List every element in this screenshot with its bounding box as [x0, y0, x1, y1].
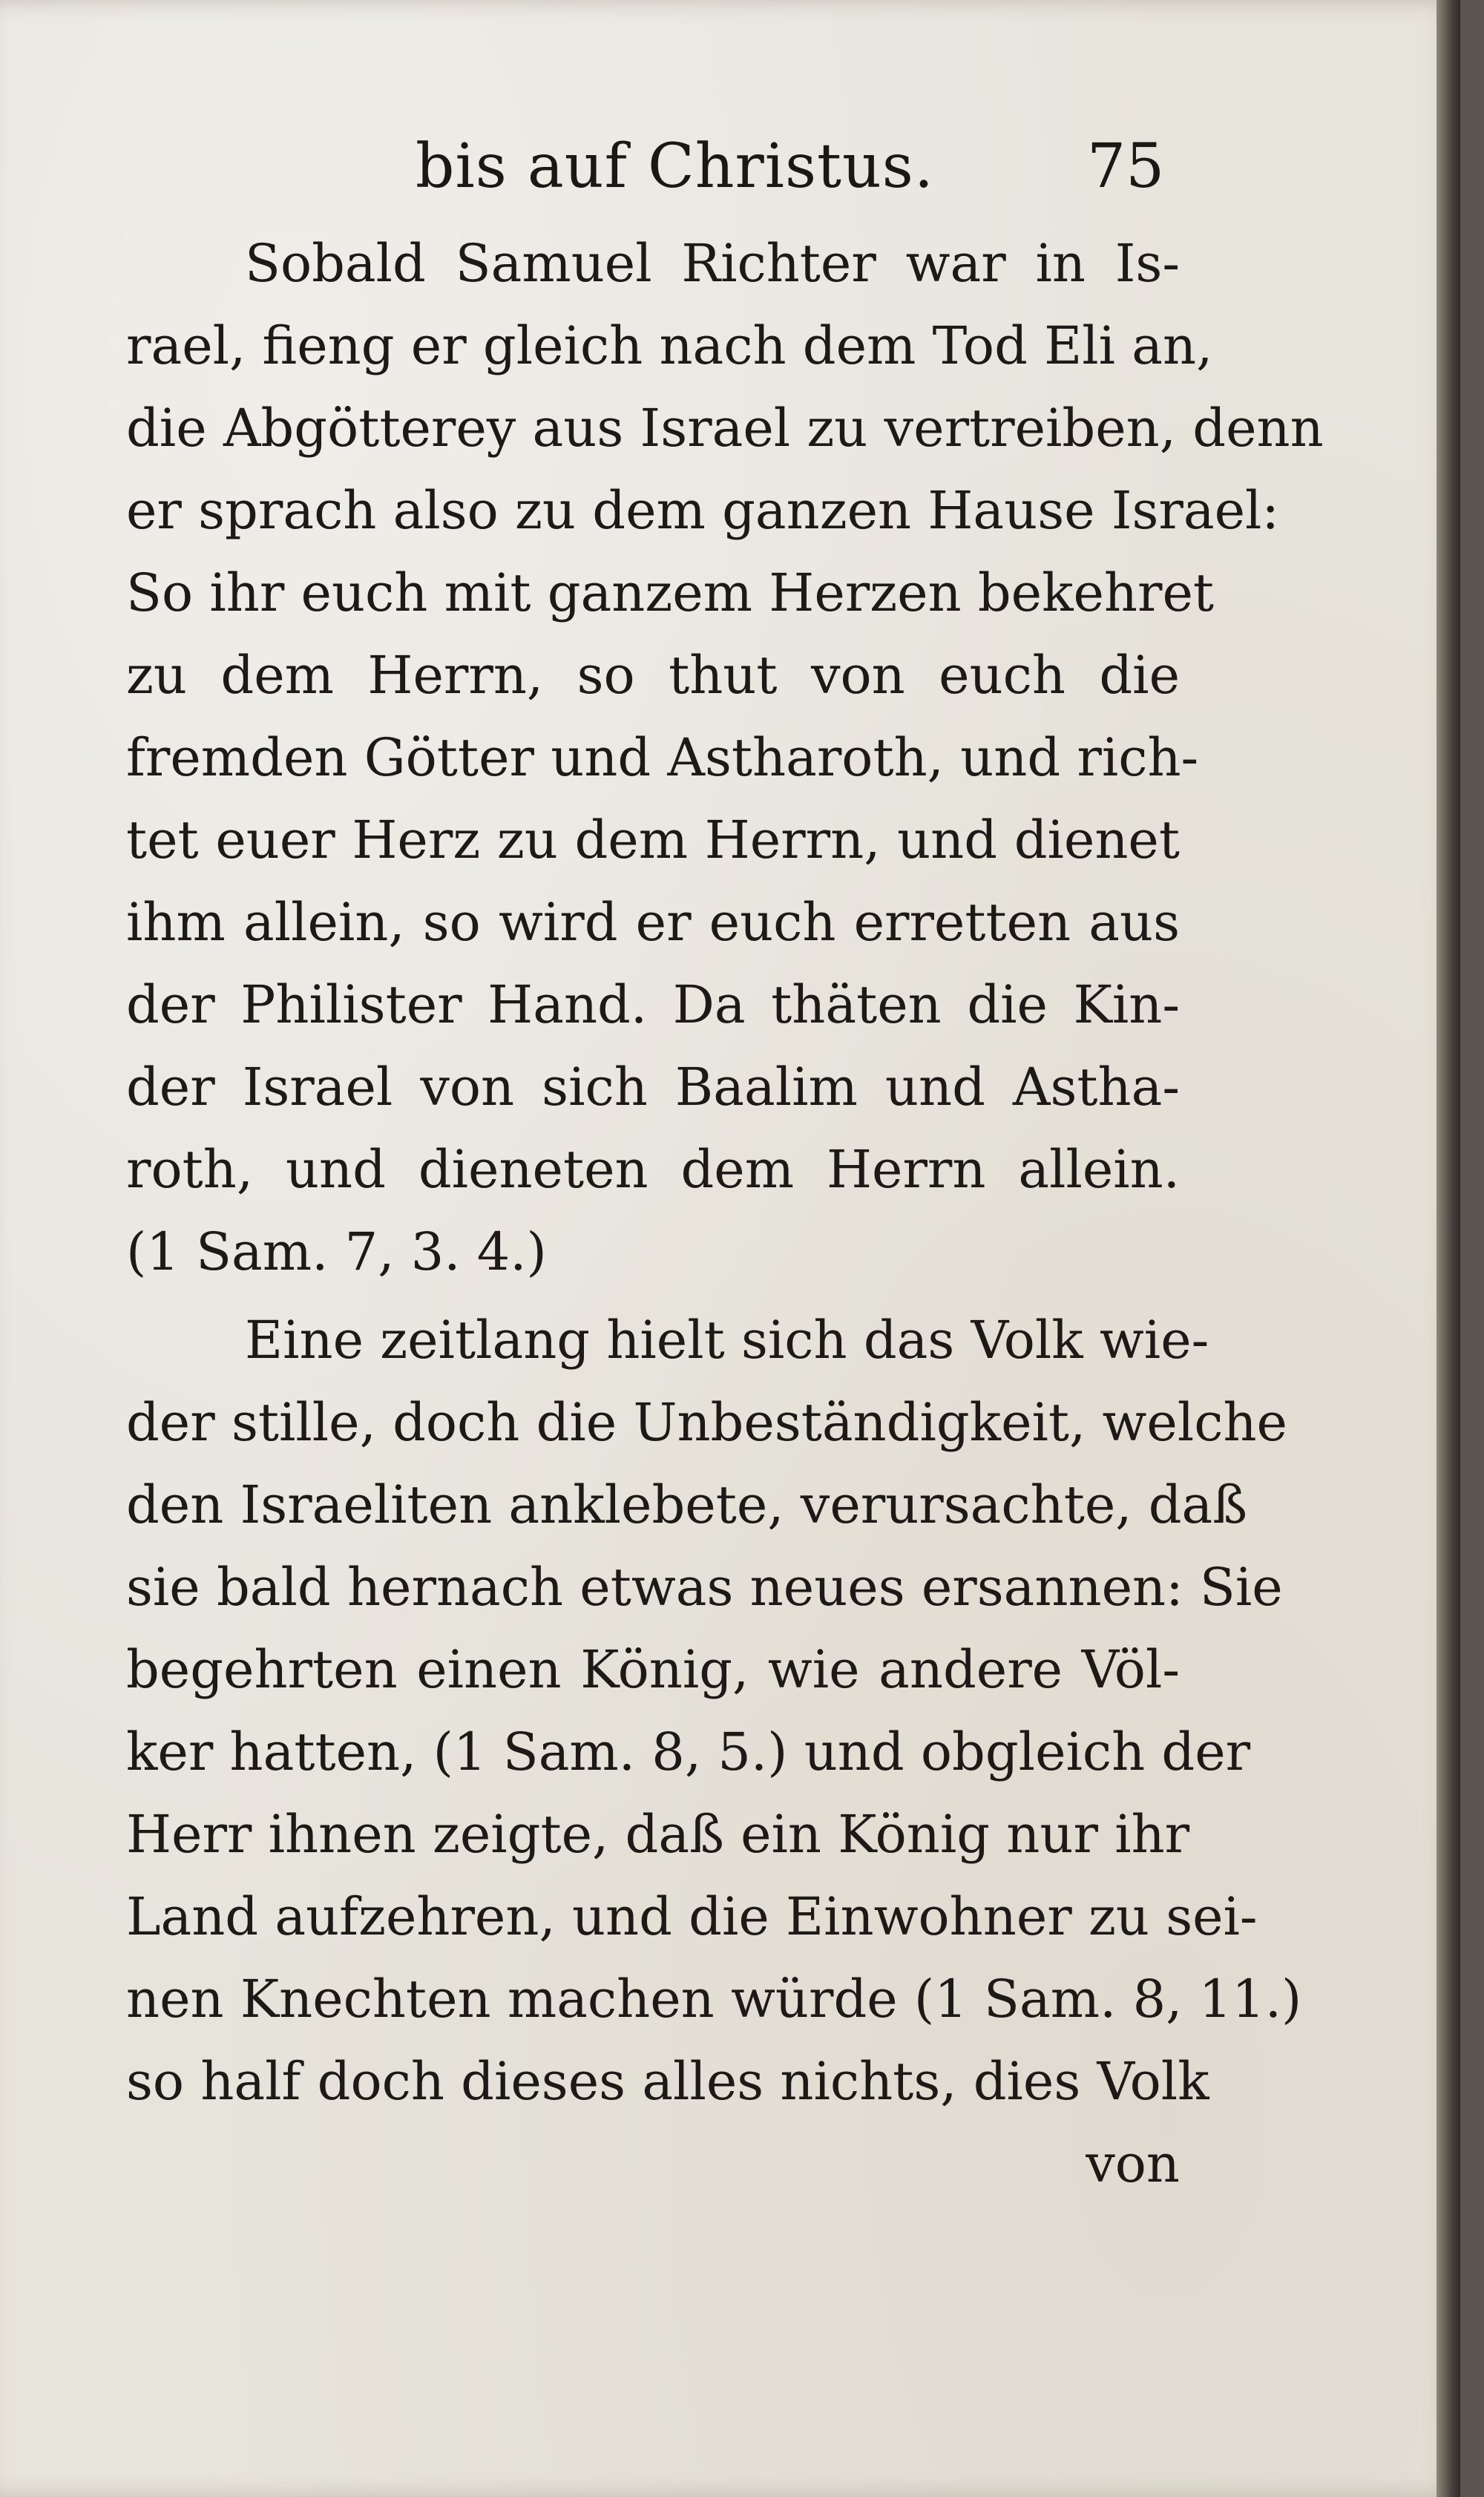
text-line: roth, und dieneten dem Herrn allein. — [126, 1139, 1180, 1200]
running-title: bis auf Christus. — [416, 131, 934, 202]
text-line: zu dem Herrn, so thut von euch die — [126, 645, 1180, 706]
catchword: von — [1086, 2133, 1180, 2194]
text-line: ker hatten, (1 Sam. 8, 5.) und obgleich der — [126, 1722, 1251, 1782]
text-line: Herr ihnen zeigte, daß ein König nur ihr — [126, 1804, 1190, 1865]
text-line: (1 Sam. 7, 3. 4.) — [126, 1221, 547, 1282]
text-line: er sprach also zu dem ganzen Hause Israel: — [126, 480, 1280, 541]
text-line: Land aufzehren, und die Einwohner zu sei- — [126, 1886, 1258, 1947]
text-line: ihm allein, so wird er euch erretten aus — [126, 892, 1180, 953]
page-number: 75 — [1087, 131, 1165, 202]
text-line: den Israeliten anklebete, verursachte, daß — [126, 1474, 1248, 1535]
paragraph-2 — [126, 1299, 1302, 2123]
page-edge — [1437, 0, 1460, 2497]
paragraph-gap — [126, 1293, 1180, 1299]
text-line: begehrten einen König, wie andere Völ- — [126, 1639, 1180, 1700]
body-text — [126, 223, 1324, 2205]
text-line: die Abgötterey aus Israel zu vertreiben, denn — [126, 398, 1324, 459]
text-line: so half doch dieses alles nichts, dies Volk — [126, 2051, 1209, 2112]
text-line: der Philister Hand. Da thäten die Kin- — [126, 974, 1180, 1035]
text-line: So ihr euch mit ganzem Herzen bekehret — [126, 562, 1215, 623]
text-line: der stille, doch die Unbeständigkeit, welche — [126, 1392, 1287, 1453]
text-line: rael, fieng er gleich nach dem Tod Eli an, — [126, 315, 1213, 376]
running-head — [0, 126, 1460, 208]
paragraph-1 — [126, 223, 1324, 1293]
text-line: tet euer Herz zu dem Herrn, und dienet — [126, 810, 1180, 870]
text-line: sie bald hernach etwas neues ersannen: Sie — [126, 1557, 1283, 1618]
text-line: fremden Götter und Astharoth, und rich- — [126, 727, 1199, 788]
text-line: Sobald Samuel Richter war in Is- — [245, 233, 1180, 294]
text-line: nen Knechten machen würde (1 Sam. 8, 11.) — [126, 1969, 1302, 2030]
text-line: Eine zeitlang hielt sich das Volk wie- — [245, 1310, 1209, 1371]
text-line: der Israel von sich Baalim und Astha- — [126, 1057, 1180, 1118]
